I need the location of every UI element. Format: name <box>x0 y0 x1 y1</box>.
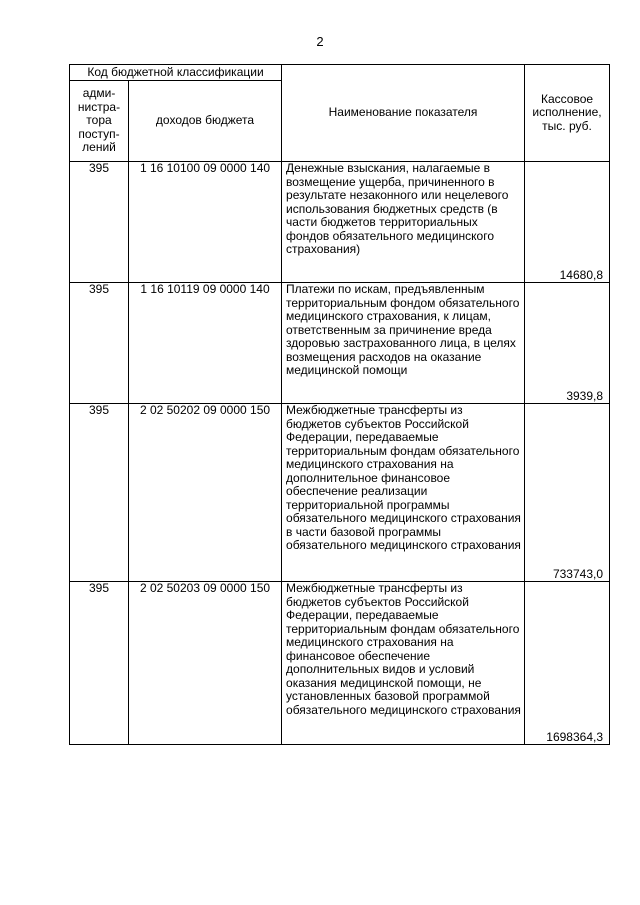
cell-amount: 3939,8 <box>525 283 610 404</box>
cell-admin: 395 <box>70 283 129 404</box>
cell-name: Денежные взыскания, налагаемые в возмещение ущерба, причиненного в результате незаконного или нецелевого использования бюджетных средств (в части бюджетов территориальных фондов обязательного медицинского страхования) <box>282 162 525 283</box>
cell-code: 2 02 50203 09 0000 150 <box>129 582 282 745</box>
cell-amount: 733743,0 <box>525 404 610 582</box>
page-number: 2 <box>316 34 324 49</box>
cell-name: Платежи по искам, предъявленным территориальным фондом обязательного медицинского страхования, к лицам, ответственным за причинение вреда здоровью застрахованного лица, в целях возмещения расходов на оказание медицинской помощи <box>282 283 525 404</box>
cell-name: Межбюджетные трансферты из бюджетов субъектов Российской Федерации, передаваемые территориальным фондам обязательного медицинского страхования на финансовое обеспечение дополнительных видов и условий оказания медицинской помощи, не установленных базовой программой обязательного медицинского страхования <box>282 582 525 745</box>
header-budget-classification: Код бюджетной классификации <box>70 65 282 81</box>
budget-table <box>69 64 610 745</box>
cell-code: 2 02 50202 09 0000 150 <box>129 404 282 582</box>
table-row <box>70 162 610 283</box>
cell-amount: 1698364,3 <box>525 582 610 745</box>
header-budget-income: доходов бюджета <box>129 81 282 162</box>
cell-code: 1 16 10119 09 0000 140 <box>129 283 282 404</box>
table-row <box>70 582 610 745</box>
header-administrator: адми-нистра-тора поступ-лений <box>70 81 129 162</box>
cell-name: Межбюджетные трансферты из бюджетов субъектов Российской Федерации, передаваемые территориальным фондам обязательного медицинского страхования на дополнительное финансовое обеспечение реализации территориальной программы обязательного медицинского страхования в части базовой программы обязательного медицинского страхования <box>282 404 525 582</box>
header-indicator-name: Наименование показателя <box>282 65 525 162</box>
cell-code: 1 16 10100 09 0000 140 <box>129 162 282 283</box>
header-cash-execution: Кассовое исполнение, тыс. руб. <box>525 65 610 162</box>
table-row <box>70 283 610 404</box>
cell-admin: 395 <box>70 404 129 582</box>
cell-admin: 395 <box>70 162 129 283</box>
table-row <box>70 404 610 582</box>
cell-admin: 395 <box>70 582 129 745</box>
cell-amount: 14680,8 <box>525 162 610 283</box>
